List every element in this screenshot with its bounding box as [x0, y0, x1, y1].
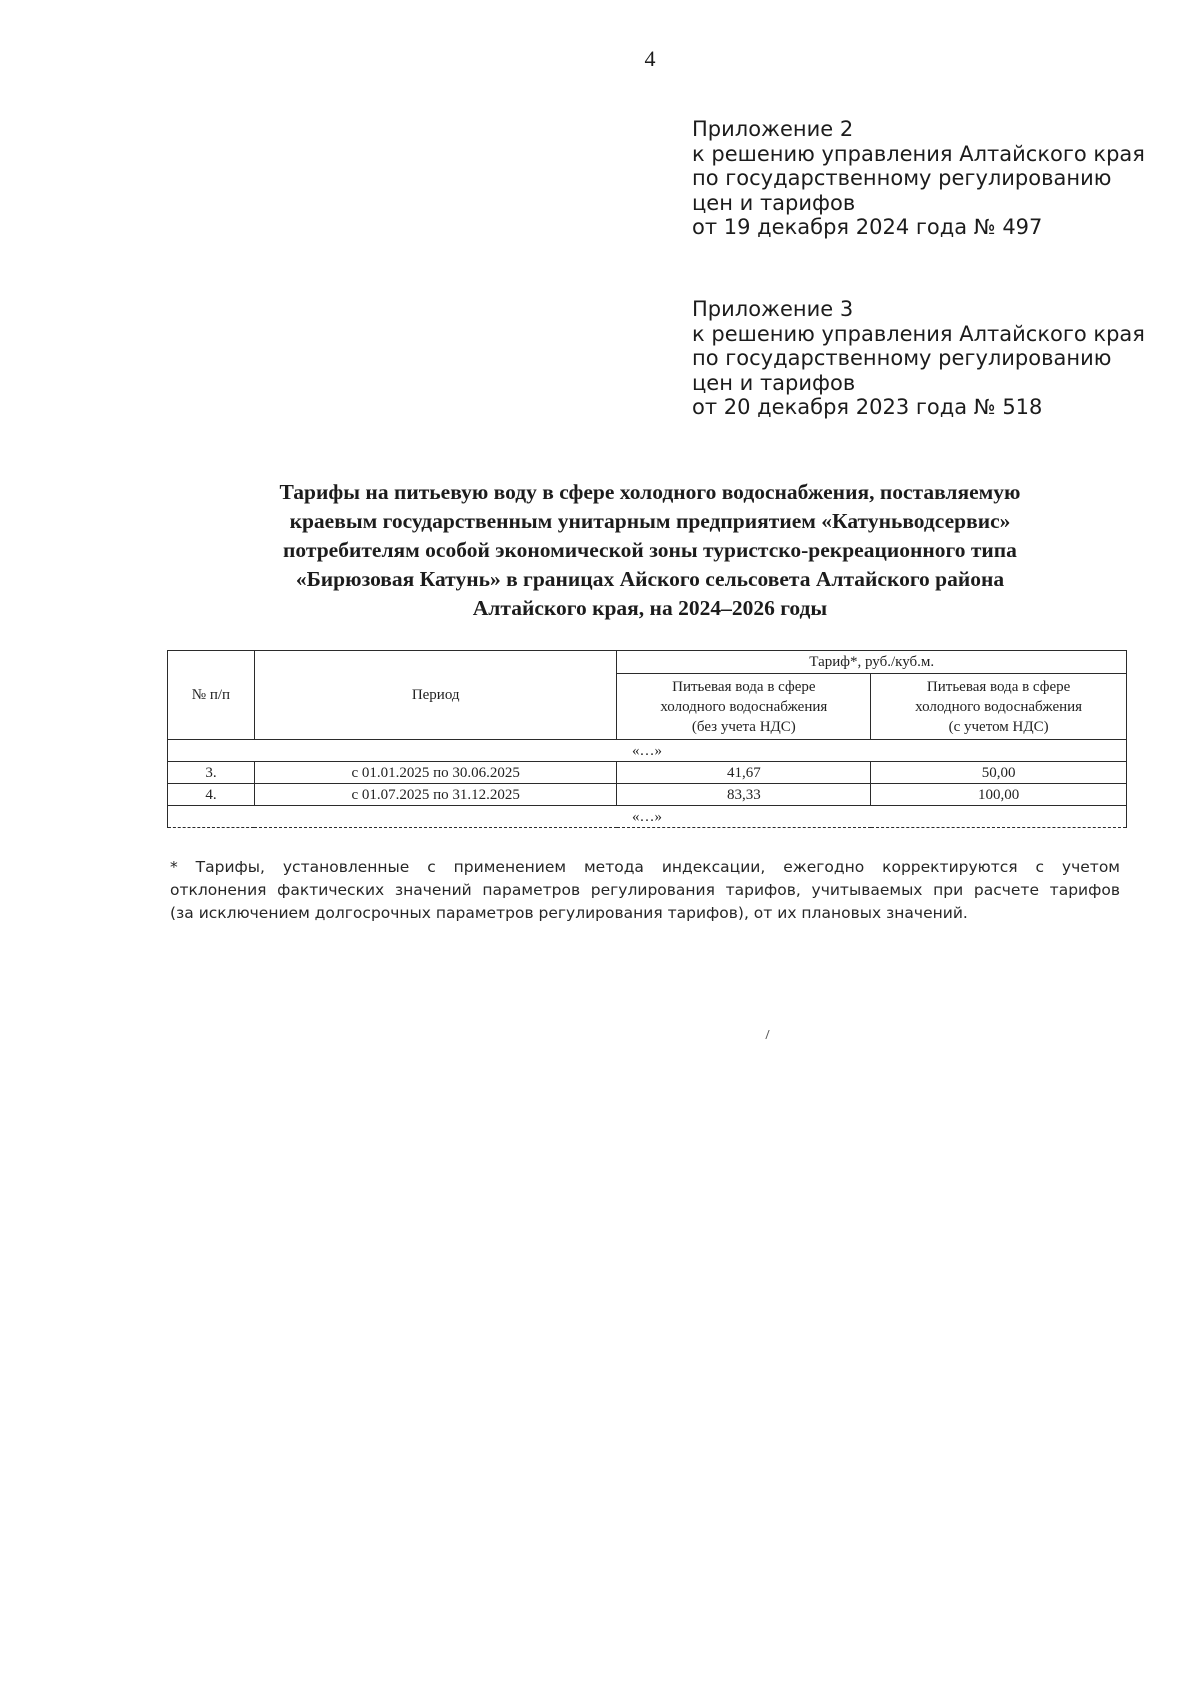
ellipsis-cell: «…» — [168, 806, 1127, 828]
cell-num: 4. — [168, 784, 255, 806]
header-vat-line: холодного водоснабжения — [915, 698, 1083, 715]
appendix-3-line: Приложение 3 — [692, 297, 854, 321]
table-row-ellipsis — [168, 806, 1127, 828]
appendix-3-line: цен и тарифов — [692, 370, 856, 395]
header-no-vat — [617, 674, 871, 740]
appendix-2-header — [692, 117, 1172, 240]
cell-no-vat: 41,67 — [617, 762, 871, 784]
header-no-vat-line: Питьевая вода в сфере — [672, 678, 816, 695]
cell-num: 3. — [168, 762, 255, 784]
header-no-vat-line: (без учета НДС) — [691, 718, 796, 735]
table-row — [168, 762, 1127, 784]
title-line: Алтайского края, на 2024–2026 годы — [472, 596, 828, 620]
cell-no-vat: 83,33 — [617, 784, 871, 806]
appendix-2-line: Приложение 2 — [692, 117, 854, 141]
appendix-3-line: к решению управления Алтайского края — [692, 321, 1145, 346]
footnote-line: * Тарифы, установленные с применением метода индексации, ежегодно корректируются с учетом — [170, 858, 1120, 876]
header-vat-line: (с учетом НДС) — [948, 718, 1049, 735]
title-line: краевым государственным унитарным предприятием «Катуньводсервис» — [289, 509, 1011, 533]
appendix-2-line: по государственному регулированию — [692, 166, 1112, 190]
header-period: Период — [254, 651, 617, 740]
cell-vat: 100,00 — [871, 784, 1127, 806]
document-title — [160, 478, 1140, 623]
table-row-ellipsis — [168, 740, 1127, 762]
table-header-row — [168, 651, 1127, 674]
cell-vat: 50,00 — [871, 762, 1127, 784]
header-no-vat-line: холодного водоснабжения — [660, 698, 828, 715]
appendix-2-line: от 19 декабря 2024 года № 497 — [692, 215, 1043, 239]
cell-period: с 01.07.2025 по 31.12.2025 — [254, 784, 617, 806]
appendix-3-line: от 20 декабря 2023 года № 518 — [692, 395, 1043, 419]
page-number: 4 — [644, 46, 656, 71]
header-num: № п/п — [168, 651, 255, 740]
footnote — [170, 856, 1120, 925]
appendix-2-line: цен и тарифов — [692, 190, 856, 215]
tariff-table — [167, 650, 1127, 828]
title-line: Тарифы на питьевую воду в сфере холодного водоснабжения, поставляемую — [279, 480, 1021, 504]
appendix-2-line: к решению управления Алтайского края — [692, 141, 1145, 166]
header-tariff: Тариф*, руб./куб.м. — [617, 651, 1127, 674]
footnote-line: (за исключением долгосрочных параметров регулирования тарифов), от их плановых значений. — [170, 904, 968, 922]
appendix-3-line: по государственному регулированию — [692, 346, 1112, 370]
footnote-line: отклонения фактических значений параметров регулирования тарифов, учитываемых при расчете тарифов — [170, 881, 1120, 899]
table-row — [168, 784, 1127, 806]
cell-period: с 01.01.2025 по 30.06.2025 — [254, 762, 617, 784]
header-vat-line: Питьевая вода в сфере — [926, 678, 1071, 695]
title-line: «Бирюзовая Катунь» в границах Айского сельсовета Алтайского района — [295, 567, 1005, 591]
header-vat — [871, 674, 1127, 740]
title-line: потребителям особой экономической зоны туристско-рекреационного типа — [283, 538, 1017, 562]
ellipsis-cell: «…» — [168, 740, 1127, 762]
scan-mark — [765, 1030, 772, 1039]
appendix-3-header — [692, 297, 1172, 420]
